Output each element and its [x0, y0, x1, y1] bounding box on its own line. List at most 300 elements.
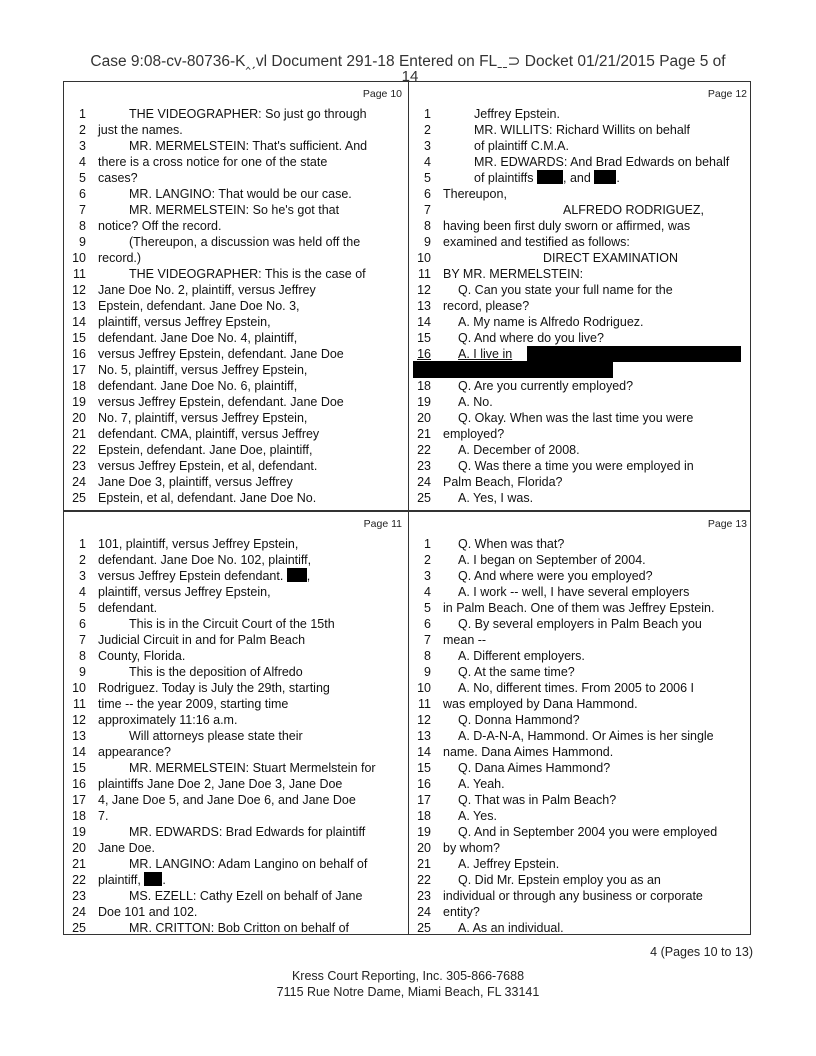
- line-number: 25: [72, 491, 86, 505]
- line-number: 20: [72, 841, 86, 855]
- line-6: [64, 616, 408, 632]
- line-number: 12: [417, 283, 431, 297]
- line-number: 16: [72, 347, 86, 361]
- line-4: [409, 584, 753, 600]
- line-number: 1: [424, 537, 431, 551]
- line-number: 25: [72, 921, 86, 935]
- line-2: [409, 122, 753, 138]
- footer-address: 7115 Rue Notre Dame, Miami Beach, FL 33141: [276, 985, 540, 999]
- page-13-label: Page 13: [707, 518, 747, 530]
- redaction-block: [413, 361, 613, 378]
- redaction-box: [537, 170, 563, 184]
- line-1: [409, 106, 753, 122]
- line-number: 14: [72, 745, 86, 759]
- line-22: [64, 872, 408, 888]
- line-number: 20: [72, 411, 86, 425]
- line-10: [64, 680, 408, 696]
- line-22: [409, 872, 753, 888]
- line-text: MR. CRITTON: Bob Critton on behalf of: [129, 921, 349, 935]
- line-number: 21: [417, 857, 431, 871]
- line-number: 3: [424, 139, 431, 153]
- line-text: plaintiff, versus Jeffrey Epstein,: [98, 315, 271, 329]
- redaction-box: [594, 170, 616, 184]
- line-24: [64, 904, 408, 920]
- line-number: 2: [424, 553, 431, 567]
- redaction-box: [144, 872, 162, 886]
- line-13: [409, 298, 753, 314]
- line-23: [409, 888, 753, 904]
- line-23: [64, 458, 408, 474]
- line-text: No. 7, plaintiff, versus Jeffrey Epstein,: [98, 411, 308, 425]
- line-number: 4: [424, 585, 431, 599]
- line-3: [409, 138, 753, 154]
- line-number: 12: [417, 713, 431, 727]
- line-text: A. As an individual.: [458, 921, 564, 935]
- line-19: [64, 824, 408, 840]
- line-text: ALFREDO RODRIGUEZ,: [563, 203, 704, 217]
- line-number: 22: [417, 873, 431, 887]
- line-1: [64, 106, 408, 122]
- line-number: 21: [72, 857, 86, 871]
- line-6: [409, 616, 753, 632]
- line-6: [409, 186, 753, 202]
- line-number: 10: [72, 251, 86, 265]
- line-text: name. Dana Aimes Hammond.: [443, 745, 614, 759]
- line-text: approximately 11:16 a.m.: [98, 713, 238, 727]
- line-number: 18: [72, 379, 86, 393]
- line-text: A. Jeffrey Epstein.: [458, 857, 560, 871]
- line-text: individual or through any business or corporate: [443, 889, 703, 903]
- line-20: [409, 410, 753, 426]
- line-number: 14: [417, 745, 431, 759]
- line-20: [64, 410, 408, 426]
- line-text: Q. By several employers in Palm Beach you: [458, 617, 702, 631]
- line-22: [64, 442, 408, 458]
- line-number: 15: [417, 761, 431, 775]
- line-text: Jane Doe 3, plaintiff, versus Jeffrey: [98, 475, 293, 489]
- line-text: versus Jeffrey Epstein, defendant. Jane Doe: [98, 395, 344, 409]
- line-number: 16: [417, 777, 431, 791]
- line-number: 13: [72, 299, 86, 313]
- line-number: 11: [418, 267, 431, 281]
- line-11: [409, 696, 753, 712]
- line-number: 22: [72, 873, 86, 887]
- line-number: 1: [79, 537, 86, 551]
- line-number: 17: [72, 363, 86, 377]
- line-16: [409, 776, 753, 792]
- line-21: [409, 856, 753, 872]
- line-18: [64, 378, 408, 394]
- line-23: [409, 458, 753, 474]
- line-number: 3: [79, 139, 86, 153]
- line-number: 18: [417, 809, 431, 823]
- line-text: Q. That was in Palm Beach?: [458, 793, 617, 807]
- line-text: record.): [98, 251, 142, 265]
- line-text: Jane Doe.: [98, 841, 155, 855]
- line-text: BY MR. MERMELSTEIN:: [443, 267, 584, 281]
- line-number: 19: [417, 395, 431, 409]
- line-number: 9: [424, 665, 431, 679]
- line-text: A. Yeah.: [458, 777, 505, 791]
- line-25: [64, 920, 408, 936]
- line-number: 23: [417, 889, 431, 903]
- page-10-panel: [64, 82, 408, 511]
- line-number: 15: [72, 761, 86, 775]
- line-text: defendant. Jane Doe No. 102, plaintiff,: [98, 553, 312, 567]
- line-text: notice? Off the record.: [98, 219, 222, 233]
- line-17: [64, 362, 408, 378]
- line-text: A. I work -- well, I have several employers: [458, 585, 690, 599]
- line-25: [64, 490, 408, 506]
- line-13: [409, 728, 753, 744]
- line-number: 24: [72, 905, 86, 919]
- line-8: [409, 648, 753, 664]
- line-18: [409, 808, 753, 824]
- line-text: A. Different employers.: [458, 649, 585, 663]
- line-number: 1: [424, 107, 431, 121]
- line-text: Q. And where were you employed?: [458, 569, 653, 583]
- line-21: [409, 426, 753, 442]
- line-text: defendant. Jane Doe No. 6, plaintiff,: [98, 379, 298, 393]
- line-text: record, please?: [443, 299, 530, 313]
- line-text: MS. EZELL: Cathy Ezell on behalf of Jane: [129, 889, 363, 903]
- line-text: Q. Donna Hammond?: [458, 713, 580, 727]
- line-number: 22: [417, 443, 431, 457]
- line-text: by whom?: [443, 841, 500, 855]
- line-number: 11: [418, 697, 431, 711]
- page-range-label: 4 (Pages 10 to 13): [650, 945, 753, 959]
- line-24: [64, 474, 408, 490]
- line-text: mean --: [443, 633, 487, 647]
- line-text: This is in the Circuit Court of the 15th: [129, 617, 335, 631]
- line-20: [409, 840, 753, 856]
- line-number: 18: [72, 809, 86, 823]
- line-10: [409, 680, 753, 696]
- line-number: 15: [72, 331, 86, 345]
- line-text: THE VIDEOGRAPHER: This is the case of: [129, 267, 366, 281]
- line-text: examined and testified as follows:: [443, 235, 630, 249]
- line-number: 5: [79, 171, 86, 185]
- line-12: [409, 712, 753, 728]
- line-number: 12: [72, 713, 86, 727]
- line-text: Jeffrey Epstein.: [474, 107, 560, 121]
- line-text: A. No, different times. From 2005 to 2006 I: [458, 681, 694, 695]
- line-text: A. I began on September of 2004.: [458, 553, 646, 567]
- line-text: Q. And where do you live?: [458, 331, 604, 345]
- line-14: [409, 744, 753, 760]
- line-8: [409, 218, 753, 234]
- line-number: 7: [79, 203, 86, 217]
- and-text: , and: [563, 171, 591, 185]
- line-number: 5: [79, 601, 86, 615]
- line-number: 1: [79, 107, 86, 121]
- line-text: Q. And in September 2004 you were employed: [458, 825, 718, 839]
- line-2: [409, 552, 753, 568]
- line-text: was employed by Dana Hammond.: [443, 697, 638, 711]
- line-text: DIRECT EXAMINATION: [543, 251, 678, 265]
- line-12: [64, 282, 408, 298]
- line-text: Q. Was there a time you were employed in: [458, 459, 694, 473]
- line-7: [409, 632, 753, 648]
- line-number: 23: [72, 889, 86, 903]
- line-number: 25: [417, 491, 431, 505]
- line-text: Q. Okay. When was the last time you were: [458, 411, 694, 425]
- line-5: [64, 170, 408, 186]
- line-24: [409, 474, 753, 490]
- line-number: 18: [417, 379, 431, 393]
- line-number: 8: [424, 219, 431, 233]
- page-12-label: Page 12: [707, 88, 747, 100]
- line-19: [409, 394, 753, 410]
- line-number: 3: [79, 569, 86, 583]
- line-text: time -- the year 2009, starting time: [98, 697, 289, 711]
- line-11: [409, 266, 753, 282]
- page-count-continuation: 14: [401, 68, 419, 85]
- line-number: 9: [79, 235, 86, 249]
- line-number: 21: [417, 427, 431, 441]
- line-8: [64, 218, 408, 234]
- line-number: 13: [72, 729, 86, 743]
- line-text: A. My name is Alfredo Rodriguez.: [458, 315, 644, 329]
- line-text: No. 5, plaintiff, versus Jeffrey Epstein,: [98, 363, 308, 377]
- line-text: MR. EDWARDS: Brad Edwards for plaintiff: [129, 825, 366, 839]
- line-text: Palm Beach, Florida?: [443, 475, 563, 489]
- line-number: 10: [72, 681, 86, 695]
- line-text: just the names.: [98, 123, 183, 137]
- line-text: A. December of 2008.: [458, 443, 580, 457]
- line-text: MR. MERMELSTEIN: Stuart Mermelstein for: [129, 761, 376, 775]
- line-text: entity?: [443, 905, 480, 919]
- line-text: Epstein, defendant. Jane Doe, plaintiff,: [98, 443, 313, 457]
- line-number: 23: [72, 459, 86, 473]
- line-14: [64, 744, 408, 760]
- line-24: [409, 904, 753, 920]
- line-number: 22: [72, 443, 86, 457]
- line-5: [64, 600, 408, 616]
- line-15: [64, 330, 408, 346]
- line-text: A. I live in: [458, 347, 513, 361]
- line-9: [409, 664, 753, 680]
- line-number: 17: [417, 793, 431, 807]
- line-5: [409, 600, 753, 616]
- line-number: 19: [417, 825, 431, 839]
- page-10-label: Page 10: [362, 88, 402, 100]
- line-8: [64, 648, 408, 664]
- line-1: [409, 536, 753, 552]
- line-text: A. D-A-N-A, Hammond. Or Aimes is her single: [458, 729, 714, 743]
- page-12-lines: [409, 106, 753, 506]
- line-text: Q. Can you state your full name for the: [458, 283, 673, 297]
- line-number: 2: [424, 123, 431, 137]
- line-18: [64, 808, 408, 824]
- line-number: 24: [72, 475, 86, 489]
- line-text: 7.: [98, 809, 109, 823]
- line-number: 9: [79, 665, 86, 679]
- line-16: [64, 346, 408, 362]
- line-text: Rodriguez. Today is July the 29th, starting: [98, 681, 330, 695]
- line-10: [409, 250, 753, 266]
- line-22: [409, 442, 753, 458]
- line-17: [409, 792, 753, 808]
- line-text: Judicial Circuit in and for Palm Beach: [98, 633, 306, 647]
- line-number: 11: [73, 697, 86, 711]
- line-number: 17: [72, 793, 86, 807]
- line-number: 9: [424, 235, 431, 249]
- line-16: [64, 776, 408, 792]
- line-6: [64, 186, 408, 202]
- line-23: [64, 888, 408, 904]
- line-3: [64, 568, 408, 584]
- line-number: 10: [417, 251, 431, 265]
- line-text: of plaintiff C.M.A.: [474, 139, 569, 153]
- plaintiffs-text: of plaintiffs: [474, 171, 534, 185]
- line-10: [64, 250, 408, 266]
- line-number: 16: [72, 777, 86, 791]
- line-number: 8: [79, 219, 86, 233]
- line-number: 4: [79, 585, 86, 599]
- line-25: [409, 920, 753, 936]
- line-number: 6: [424, 617, 431, 631]
- case-header-text: Case 9:08-cv-80736-K‸ˏvl Document 291-18 Entered on FLˍˍ⊃ Docket 01/21/2015 Page 5 of: [90, 53, 726, 70]
- line-15: [409, 760, 753, 776]
- line-text: defendant. CMA, plaintiff, versus Jeffrey: [98, 427, 320, 441]
- line-13: [64, 298, 408, 314]
- line-text: versus Jeffrey Epstein, et al, defendant.: [98, 459, 318, 473]
- line-number: 6: [424, 187, 431, 201]
- line-text: employed?: [443, 427, 505, 441]
- page-10-lines: [64, 106, 408, 506]
- line-text: Q. At the same time?: [458, 665, 575, 679]
- line-text: Q. Did Mr. Epstein employ you as an: [458, 873, 661, 887]
- line-text: Doe 101 and 102.: [98, 905, 198, 919]
- line-number: 14: [72, 315, 86, 329]
- line-number: 6: [79, 187, 86, 201]
- line-text: A. Yes, I was.: [458, 491, 534, 505]
- line-21: [64, 426, 408, 442]
- line-25: [409, 490, 753, 506]
- line-text: plaintiff, versus Jeffrey Epstein,: [98, 585, 271, 599]
- line-13: [64, 728, 408, 744]
- line-text: A. No.: [458, 395, 493, 409]
- period-text: .: [616, 171, 620, 185]
- line-text: [443, 170, 620, 186]
- line-text: Q. Are you currently employed?: [458, 379, 634, 393]
- line-14: [64, 314, 408, 330]
- line-text: Epstein, et al, defendant. Jane Doe No.: [98, 491, 317, 505]
- page-13-lines: [409, 536, 753, 936]
- document-footer: [0, 968, 816, 1000]
- page-13-panel: [409, 512, 753, 941]
- line-text: MR. LANGINO: Adam Langino on behalf of: [129, 857, 368, 871]
- line-text: 101, plaintiff, versus Jeffrey Epstein,: [98, 537, 299, 551]
- line-text: plaintiff, .: [98, 873, 166, 887]
- line-number: 2: [79, 553, 86, 567]
- line-number: 4: [424, 155, 431, 169]
- line-3: [64, 138, 408, 154]
- line-text: versus Jeffrey Epstein defendant. ,: [98, 569, 311, 583]
- line-number: 24: [417, 905, 431, 919]
- line-number: 19: [72, 395, 86, 409]
- line-number: 10: [417, 681, 431, 695]
- line-number: 7: [79, 633, 86, 647]
- line-5: [409, 170, 753, 186]
- line-text: appearance?: [98, 745, 171, 759]
- line-17: [64, 792, 408, 808]
- line-9: [64, 664, 408, 680]
- line-text: MR. WILLITS: Richard Willits on behalf: [474, 123, 691, 137]
- line-number: 21: [72, 427, 86, 441]
- line-text: THE VIDEOGRAPHER: So just go through: [129, 107, 367, 121]
- line-text: plaintiffs Jane Doe 2, Jane Doe 3, Jane Doe: [98, 777, 343, 791]
- line-text: MR. LANGINO: That would be our case.: [129, 187, 352, 201]
- line-7: [64, 202, 408, 218]
- line-12: [409, 282, 753, 298]
- line-text: defendant. Jane Doe No. 4, plaintiff,: [98, 331, 298, 345]
- line-number: 15: [417, 331, 431, 345]
- line-number: 23: [417, 459, 431, 473]
- footer-company: Kress Court Reporting, Inc. 305-866-7688: [291, 969, 525, 983]
- page-12-panel: [409, 82, 753, 511]
- line-number: 8: [424, 649, 431, 663]
- line-number: 16: [417, 347, 431, 361]
- line-number: 19: [72, 825, 86, 839]
- line-text: (Thereupon, a discussion was held off the: [129, 235, 361, 249]
- line-text: This is the deposition of Alfredo: [129, 665, 303, 679]
- page-11-label: Page 11: [363, 518, 402, 530]
- line-9: [64, 234, 408, 250]
- line-text: Q. Dana Aimes Hammond?: [458, 761, 611, 775]
- line-number: 13: [417, 729, 431, 743]
- line-7: [64, 632, 408, 648]
- line-18: [409, 378, 753, 394]
- line-text: versus Jeffrey Epstein, defendant. Jane Doe: [98, 347, 344, 361]
- line-19: [64, 394, 408, 410]
- line-number: 2: [79, 123, 86, 137]
- line-text: A. Yes.: [458, 809, 497, 823]
- line-14: [409, 314, 753, 330]
- line-number: 12: [72, 283, 86, 297]
- line-15: [64, 760, 408, 776]
- line-number: 5: [424, 171, 431, 185]
- line-15: [409, 330, 753, 346]
- line-3: [409, 568, 753, 584]
- redaction-box: [287, 568, 307, 582]
- line-text: having been first duly sworn or affirmed, was: [443, 219, 691, 233]
- line-number: 3: [424, 569, 431, 583]
- line-number: 20: [417, 411, 431, 425]
- line-11: [64, 696, 408, 712]
- page-11-panel: [64, 512, 408, 941]
- line-4: [409, 154, 753, 170]
- line-number: 5: [424, 601, 431, 615]
- line-12: [64, 712, 408, 728]
- line-number: 24: [417, 475, 431, 489]
- line-number: 25: [417, 921, 431, 935]
- line-4: [64, 154, 408, 170]
- line-2: [64, 122, 408, 138]
- line-21: [64, 856, 408, 872]
- line-number: 13: [417, 299, 431, 313]
- line-text: County, Florida.: [98, 649, 186, 663]
- line-number: 8: [79, 649, 86, 663]
- line-1: [64, 536, 408, 552]
- line-text: there is a cross notice for one of the state: [98, 155, 328, 169]
- line-text: Will attorneys please state their: [129, 729, 303, 743]
- line-4: [64, 584, 408, 600]
- line-text: Epstein, defendant. Jane Doe No. 3,: [98, 299, 300, 313]
- line-text: defendant.: [98, 601, 158, 615]
- line-19: [409, 824, 753, 840]
